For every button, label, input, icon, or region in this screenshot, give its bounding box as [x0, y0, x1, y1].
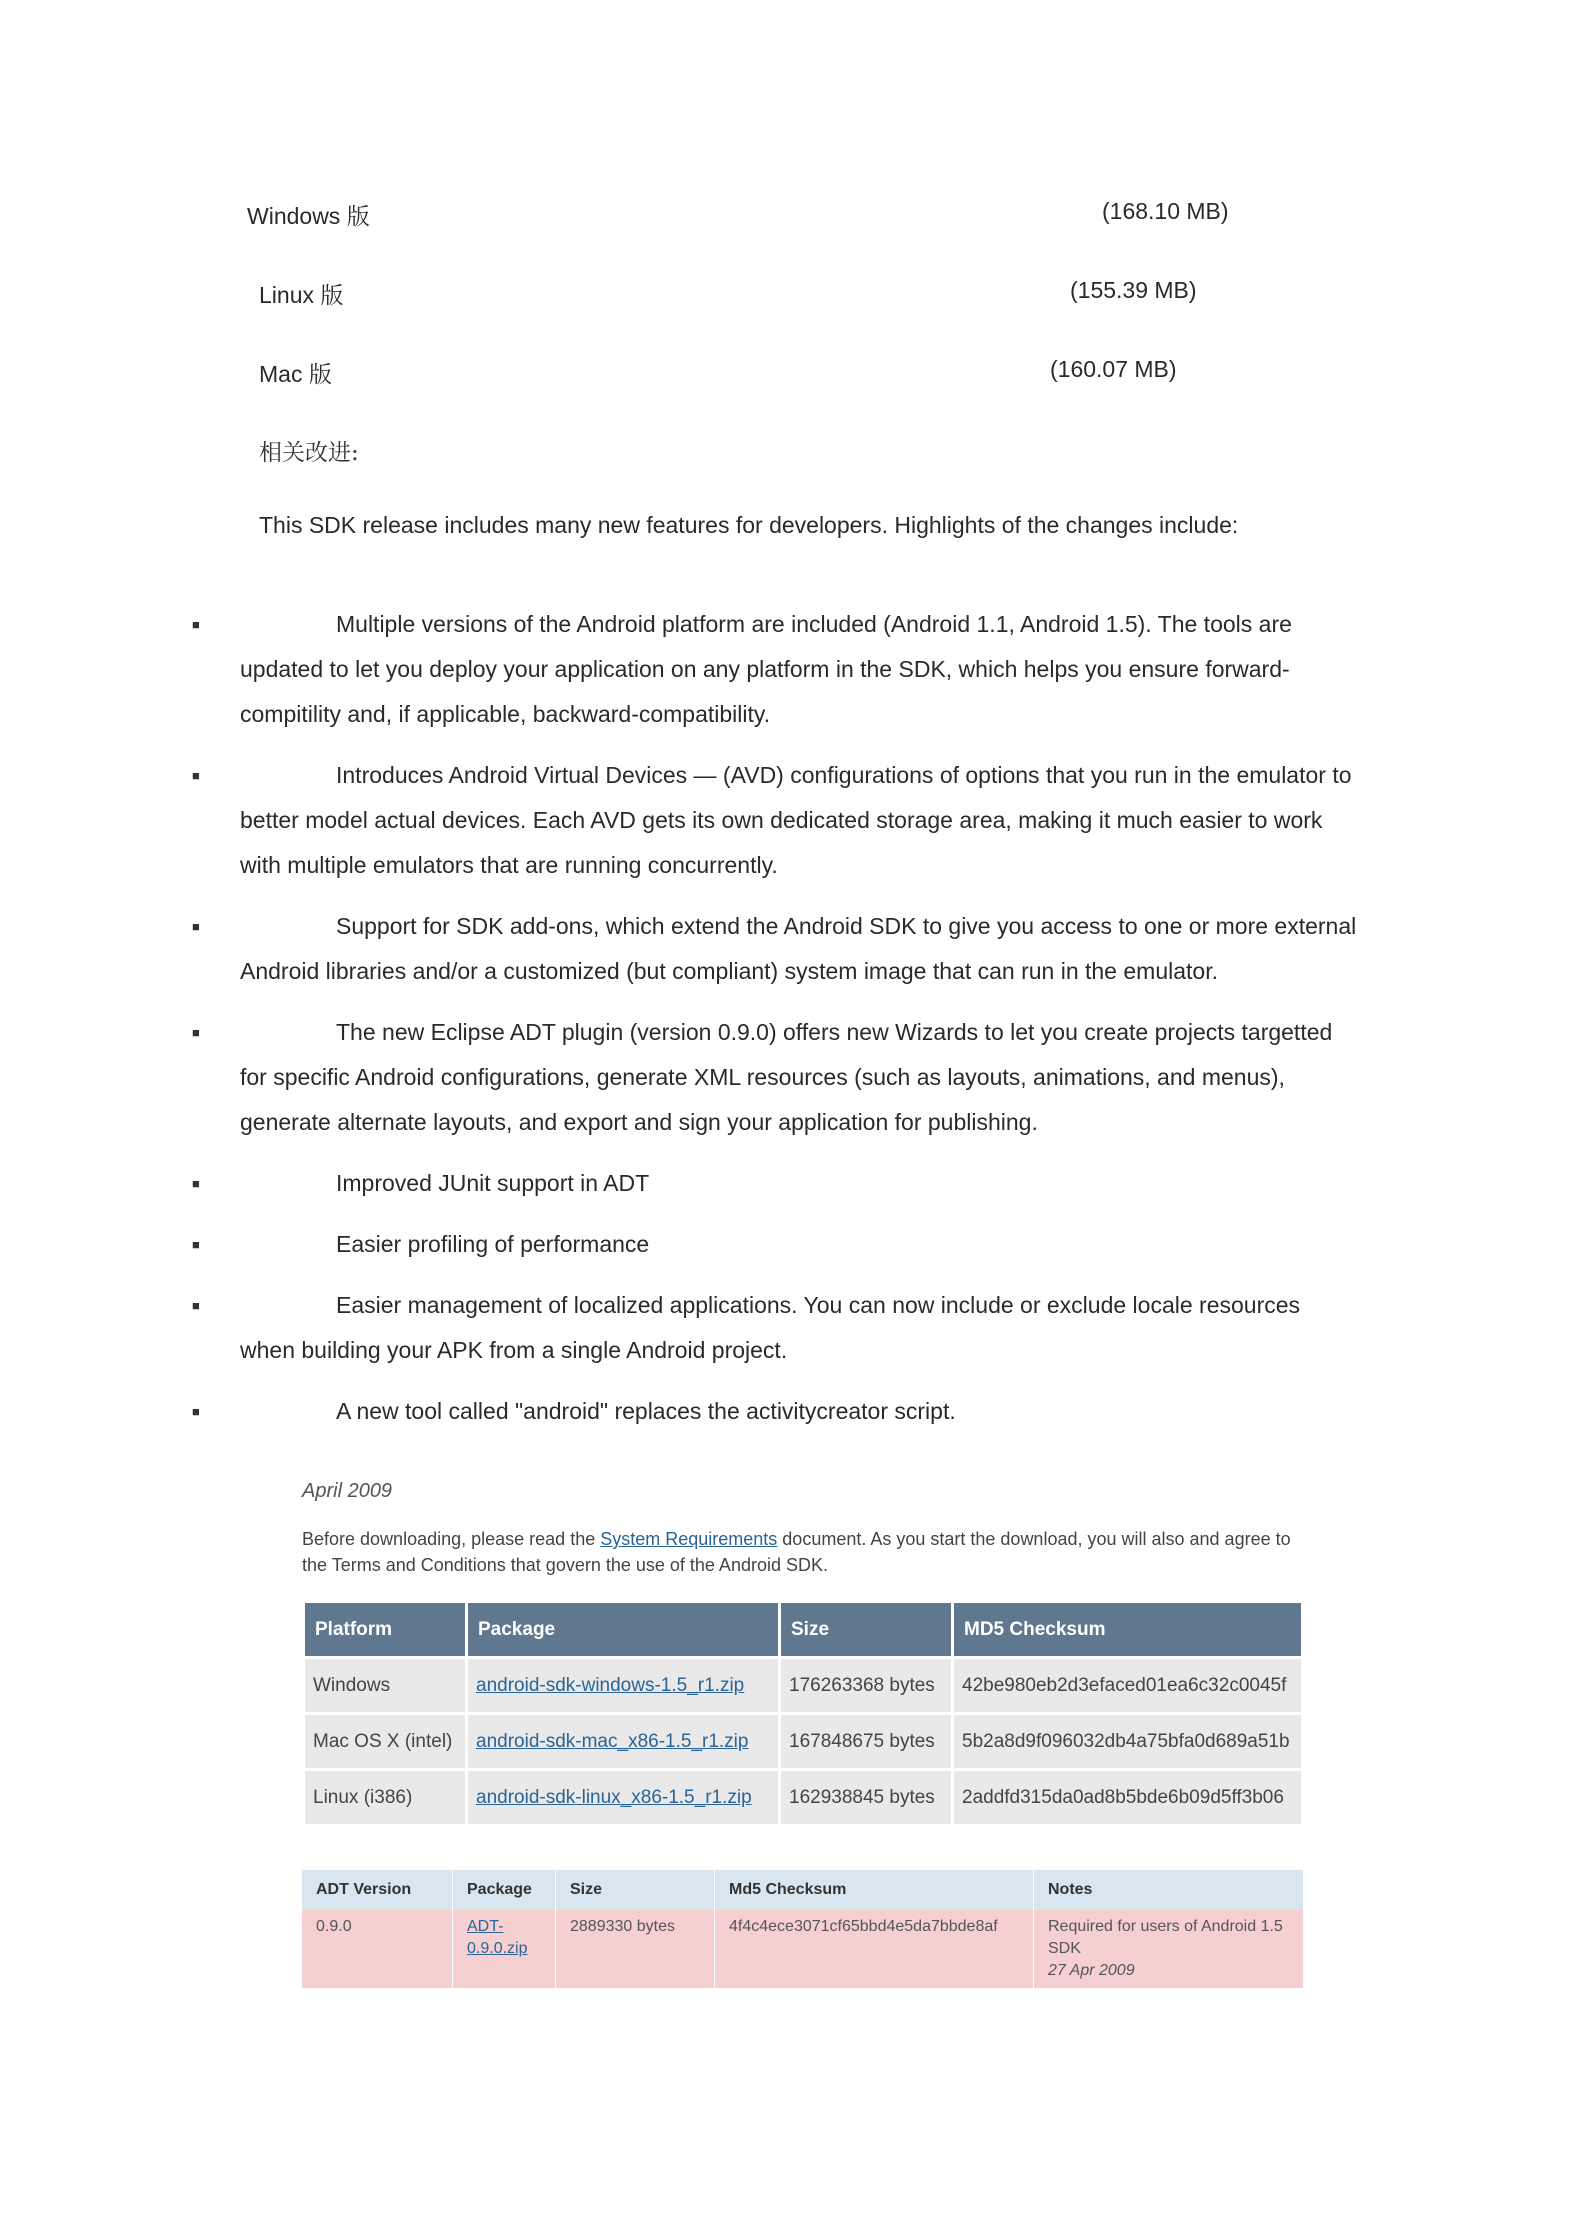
- notes-cell: [1034, 1910, 1304, 1988]
- package-link[interactable]: android-sdk-linux_x86-1.5_r1.zip: [476, 1786, 752, 1808]
- download-name: Linux 版: [259, 282, 344, 308]
- list-item: [190, 1161, 1360, 1206]
- md5-cell: 5b2a8d9f096032db4a75bfa0d689a51b: [954, 1715, 1301, 1768]
- table-row: [305, 1659, 1301, 1712]
- column-header: ADT Version: [302, 1870, 453, 1910]
- feature-text: The new Eclipse ADT plugin (version 0.9.0) offers new Wizards to let you create projects targetted for specific Android configurations, generate XML resources (such as layouts, animations, and menus), generate alternate layouts, and export and sign your application for publishing.: [240, 1019, 1333, 1135]
- bullet-icon: ■: [192, 617, 200, 632]
- feature-list: [190, 602, 1360, 1450]
- column-header: Size: [781, 1603, 951, 1656]
- bullet-icon: ■: [192, 1298, 200, 1313]
- platform-cell: Linux (i386): [305, 1771, 465, 1824]
- feature-text: Easier management of localized applications. You can now include or exclude locale resources when building your APK from a single Android project.: [240, 1292, 1301, 1363]
- improvements-heading: 相关改进:: [259, 440, 359, 466]
- list-item: [190, 602, 1360, 737]
- feature-text: Easier profiling of performance: [336, 1231, 650, 1257]
- platform-cell: Windows: [305, 1659, 465, 1712]
- list-item: [190, 753, 1360, 888]
- package-link[interactable]: ADT-0.9.0.zip: [467, 1918, 528, 1957]
- package-link[interactable]: android-sdk-windows-1.5_r1.zip: [476, 1674, 745, 1696]
- download-name: Mac 版: [259, 361, 332, 387]
- download-size: (155.39 MB): [1070, 277, 1197, 303]
- table-row: [305, 1771, 1301, 1824]
- size-cell: 2889330 bytes: [556, 1910, 715, 1988]
- download-name: Windows 版: [247, 203, 370, 229]
- column-header: MD5 Checksum: [954, 1603, 1301, 1656]
- notes-date: 27 Apr 2009: [1048, 1962, 1135, 1979]
- column-header: Package: [453, 1870, 556, 1910]
- sdk-download-table: [302, 1600, 1304, 1827]
- feature-text: Improved JUnit support in ADT: [336, 1170, 650, 1196]
- package-cell: [468, 1715, 778, 1768]
- bullet-icon: ■: [192, 1237, 200, 1252]
- adt-version-cell: 0.9.0: [302, 1910, 453, 1988]
- feature-text: A new tool called "android" replaces the activitycreator script.: [336, 1398, 956, 1424]
- bullet-icon: ■: [192, 1404, 200, 1419]
- package-link[interactable]: android-sdk-mac_x86-1.5_r1.zip: [476, 1730, 749, 1752]
- note-text: Before downloading, please read the: [302, 1529, 601, 1549]
- list-item: [190, 1010, 1360, 1145]
- notes-text: Required for users of Android 1.5 SDK: [1048, 1918, 1283, 1957]
- download-size: (168.10 MB): [1102, 198, 1229, 224]
- bullet-icon: ■: [192, 919, 200, 934]
- size-cell: 167848675 bytes: [781, 1715, 951, 1768]
- list-item: [190, 904, 1360, 994]
- release-date: April 2009: [302, 1480, 393, 1502]
- feature-text: Introduces Android Virtual Devices — (AVD) configurations of options that you run in the emulator to better model actual devices. Each AVD gets its own dedicated storage area, making it much easier to work with multiple emulators that are running concurrently.: [240, 762, 1352, 878]
- list-item: [190, 1283, 1360, 1373]
- feature-text: Multiple versions of the Android platform are included (Android 1.1, Android 1.5). The tools are updated to let you deploy your application on any platform in the SDK, which helps you ensure forward-compitility and, if applicable, backward-compatibility.: [240, 611, 1292, 727]
- size-cell: 162938845 bytes: [781, 1771, 951, 1824]
- size-cell: 176263368 bytes: [781, 1659, 951, 1712]
- bullet-icon: ■: [192, 768, 200, 783]
- package-cell: [468, 1771, 778, 1824]
- package-cell: [453, 1910, 556, 1988]
- platform-cell: Mac OS X (intel): [305, 1715, 465, 1768]
- column-header: Package: [468, 1603, 778, 1656]
- table-row: [302, 1910, 1304, 1988]
- bullet-icon: ■: [192, 1025, 200, 1040]
- column-header: Notes: [1034, 1870, 1304, 1910]
- adt-download-table: [302, 1870, 1304, 1988]
- column-header: Size: [556, 1870, 715, 1910]
- download-note: [302, 1526, 1292, 1578]
- package-cell: [468, 1659, 778, 1712]
- system-requirements-link[interactable]: System Requirements: [600, 1529, 778, 1549]
- feature-text: Support for SDK add-ons, which extend the Android SDK to give you access to one or more external Android libraries and/or a customized (but compliant) system image that can run in the emulator.: [240, 913, 1357, 984]
- table-header-row: [305, 1603, 1301, 1656]
- download-size: (160.07 MB): [1050, 356, 1177, 382]
- table-row: [305, 1715, 1301, 1768]
- intro-paragraph: This SDK release includes many new features for developers. Highlights of the changes include:: [259, 512, 1239, 538]
- column-header: Md5 Checksum: [715, 1870, 1034, 1910]
- table-header-row: [302, 1870, 1304, 1910]
- bullet-icon: ■: [192, 1176, 200, 1191]
- list-item: [190, 1222, 1360, 1267]
- md5-cell: 2addfd315da0ad8b5bde6b09d5ff3b06: [954, 1771, 1301, 1824]
- note-text: document. As you start the download, you will also and agree to the Terms and Conditions that govern the use of the Android SDK.: [302, 1529, 1291, 1575]
- column-header: Platform: [305, 1603, 465, 1656]
- md5-cell: 4f4c4ece3071cf65bbd4e5da7bbde8af: [715, 1910, 1034, 1988]
- md5-cell: 42be980eb2d3efaced01ea6c32c0045f: [954, 1659, 1301, 1712]
- list-item: [190, 1389, 1360, 1434]
